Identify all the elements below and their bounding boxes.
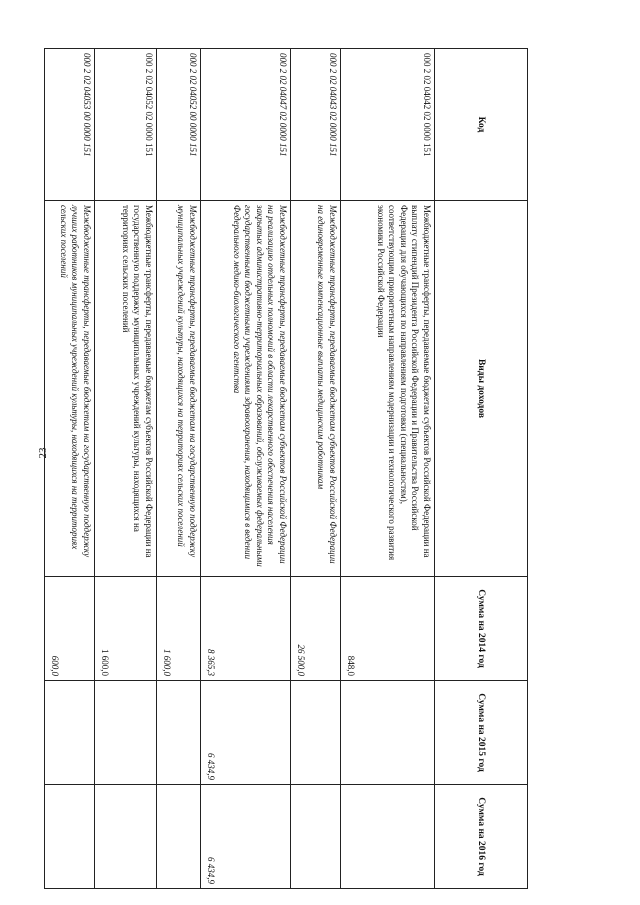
page-number: 23 xyxy=(37,447,49,459)
table-row xyxy=(291,49,341,889)
row-code: 000 2 02 04047 02 0000 151 xyxy=(201,49,291,201)
row-2015 xyxy=(95,681,157,785)
header-code: Код xyxy=(435,49,528,201)
table-header-row xyxy=(435,49,528,889)
table-row xyxy=(341,49,435,889)
row-2016 xyxy=(157,785,201,889)
row-name: Межбюджетные трансферты, передаваемые бюджетам субъектов Российской Федерации на реализацию отдельных полномочий в области лекарственного обеспечения населения закрытых административно-территориальных образований, обслуживаемых федеральными государственными бюджетными учреждениями здравоохранения, находящимися в ведении Федерального медико-биологического агентства xyxy=(201,201,291,577)
header-2016: Сумма на 2016 год xyxy=(435,785,528,889)
row-2015 xyxy=(157,681,201,785)
row-name: Межбюджетные трансферты, передаваемые бюджетам субъектов Российской Федерации на государственную поддержку муниципальных учреждений культуры, находящихся на территориях сельских поселений xyxy=(95,201,157,577)
row-2015 xyxy=(45,681,95,785)
row-2014: 1 600,0 xyxy=(95,577,157,681)
header-2015: Сумма на 2015 год xyxy=(435,681,528,785)
row-2016 xyxy=(95,785,157,889)
header-2014: Сумма на 2014 год xyxy=(435,577,528,681)
row-2014: 1 600,0 xyxy=(157,577,201,681)
row-2014: 26 500,0 xyxy=(291,577,341,681)
row-code: 000 2 02 04043 02 0000 151 xyxy=(291,49,341,201)
row-name: Межбюджетные трансферты, передаваемые бюджетам на государственную поддержку муниципальных учреждений культуры, находящихся на территориях сельских поселений xyxy=(157,201,201,577)
row-2016 xyxy=(291,785,341,889)
header-name: Виды доходов xyxy=(435,201,528,577)
row-code: 000 2 02 04052 00 0000 151 xyxy=(157,49,201,201)
row-2016: 6 434,9 xyxy=(201,785,291,889)
row-2014: 600,0 xyxy=(45,577,95,681)
row-2015 xyxy=(341,681,435,785)
table-row xyxy=(157,49,201,889)
row-2016 xyxy=(341,785,435,889)
row-name: Межбюджетные трансферты, передаваемые бюджетам на государственную поддержку лучших работников муниципальных учреждений культуры, находящихся на территориях сельских поселений xyxy=(45,201,95,577)
row-name: Межбюджетные трансферты, передаваемые бюджетам субъектов Российской Федерации на единовременные компенсационные выплаты медицинским работникам xyxy=(291,201,341,577)
row-code: 000 2 02 04052 02 0000 151 xyxy=(95,49,157,201)
row-2014: 8 365,3 xyxy=(201,577,291,681)
row-2016 xyxy=(45,785,95,889)
table-row xyxy=(95,49,157,889)
row-2015: 6 434,9 xyxy=(201,681,291,785)
row-2015 xyxy=(291,681,341,785)
table-row xyxy=(201,49,291,889)
row-name: Межбюджетные трансферты, передаваемые бюджетам субъектов Российской Федерации на выплату стипендий Президента Российской Федерации и Правительства Российской Федерации для обучающихся по направлениям подготовки (специальностям), соответствующим приоритетным направлениям модернизации и технологического развития экономики Российской Федерации xyxy=(341,201,435,577)
row-2014: 848,0 xyxy=(341,577,435,681)
row-code: 000 2 02 04042 02 0000 151 xyxy=(341,49,435,201)
table-row xyxy=(45,49,95,889)
rotated-table-container xyxy=(49,48,528,888)
revenue-table xyxy=(44,48,528,889)
row-code: 000 2 02 04053 00 0000 151 xyxy=(45,49,95,201)
